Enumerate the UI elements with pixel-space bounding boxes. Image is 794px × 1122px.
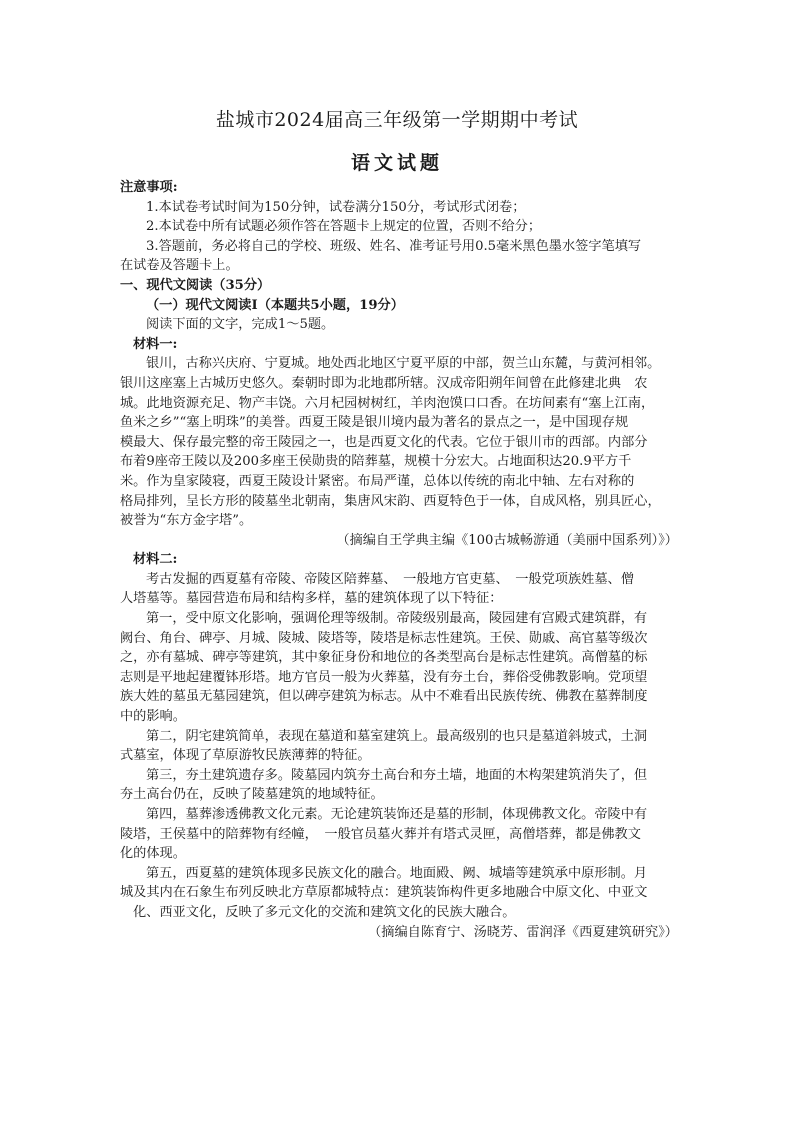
- text-line: 模最大、保存最完整的帝王陵园之一，也是西夏文化的代表。它位于银川市的西部。内部分: [120, 434, 648, 450]
- text-line: 鱼米之乡”“塞上明珠”的美誉。西夏王陵是银川境内最为著名的景点之一，是中国现存规: [120, 415, 629, 431]
- text-line: 格局排列，呈长方形的陵墓坐北朝南，集唐风宋韵、西夏特色于一体，自成风格，别具匠心，: [120, 493, 661, 509]
- subsection-heading: （一）现代文阅读Ⅰ（本题共5小题，19分）: [146, 297, 404, 313]
- exam-title: 盐城市2024届高三年级第一学期期中考试: [215, 109, 579, 131]
- text-line: 第二，阴宅建筑简单，表现在墓道和墓室建筑上。最高级别的也只是墓道斜坡式，土洞: [146, 728, 648, 744]
- text-line: 城。此地资源充足、物产丰饶。六月杞园树树红，羊肉泡馍口口香。在坊间素有“塞上江南，: [120, 395, 655, 411]
- text-line: 阙台、角台、碑亭、月城、陵城、陵塔等，陵塔是标志性建筑。王侯、勋戚、高官墓等级次: [120, 630, 648, 646]
- text-line: 族大姓的墓虽无墓园建筑，但以碑亭建筑为标志。从中不难看出民族传统、佛教在墓葬制度: [120, 689, 648, 705]
- material2-label: 材料二:: [133, 552, 178, 568]
- text-line: 第三，夯土建筑遗存多。陵墓园内筑夯土高台和夯土墙，地面的木构架建筑消失了，但: [146, 767, 648, 783]
- material2-source: （摘编自陈育宁、汤晓芳、雷润泽《西夏建筑研究》）: [368, 924, 678, 940]
- text-line: 布着9座帝王陵以及200多座王侯勋贵的陪葬墓，规模十分宏大。占地面积达20.9平方千: [120, 454, 632, 470]
- text-line: 被誉为“东方金字塔”。: [120, 513, 253, 529]
- text-line: 夯土高台仍在，反映了陵墓建筑的地域特征。: [120, 787, 384, 803]
- notice-item: 2.本试卷中所有试题必须作答在答题卡上规定的位置，否则不给分；: [146, 219, 542, 235]
- material1-source: （摘编自王学典主编《100古城畅游通（美丽中国系列）》）: [336, 532, 678, 548]
- text-line: 化的体现。: [120, 846, 186, 862]
- notice-item-continuation: 在试卷及答题卡上。: [120, 258, 239, 274]
- text-line: 考古发掘的西夏墓有帝陵、帝陵区陪葬墓、 一般地方官吏墓、 一般党项族姓墓、僧: [146, 571, 634, 587]
- text-line: 米。作为皇家陵寝，西夏王陵设计紧密。布局严谨，总体以传统的南北中轴、左右对称的: [120, 473, 635, 489]
- material1-text: [120, 354, 678, 530]
- notice-item: 3.答题前，务必将自己的学校、班级、姓名、准考证号用0.5毫米黑色墨水签字笔填写: [146, 238, 642, 254]
- reading-instruction: 阅读下面的文字，完成1～5题。: [146, 317, 335, 333]
- section-heading: 一、现代文阅读（35分）: [120, 277, 271, 293]
- text-line: 银川，古称兴庆府、宁夏城。地处西北地区宁夏平原的中部，贺兰山东麓，与黄河相邻。: [146, 356, 661, 372]
- text-line: 化、西亚文化，反映了多元文化的交流和建筑文化的民族大融合。: [133, 904, 516, 920]
- subject-title: 语文试题: [350, 152, 443, 174]
- exam-body: [120, 178, 678, 942]
- text-line: 第五，西夏墓的建筑体现多民族文化的融合。地面殿、阙、城墙等建筑承中原形制。月: [146, 865, 648, 881]
- notice-item: 1.本试卷考试时间为150分钟，试卷满分150分，考试形式闭卷；: [146, 199, 526, 215]
- text-line: 之，亦有墓城、碑亭等建筑，其中象征身份和地位的各类型高台是标志性建筑。高僧墓的标: [120, 650, 648, 666]
- text-line: 中的影响。: [120, 709, 186, 725]
- text-line: 式墓室，体现了草原游牧民族薄葬的特征。: [120, 748, 371, 764]
- text-line: 银川这座塞上古城历史悠久。秦朝时即为北地郡所辖。汉成帝阳朔年间曾在此修建北典 农: [120, 375, 648, 391]
- text-line: 第一，受中原文化影响，强调伦理等级制。帝陵级别最高，陵园建有宫殿式建筑群，有: [146, 611, 648, 627]
- material2-text: [120, 570, 678, 923]
- notice-heading: 注意事项:: [120, 180, 178, 195]
- text-line: 第四，墓葬渗透佛教文化元素。无论建筑装饰还是墓的形制，体现佛教文化。帝陵中有: [146, 807, 648, 822]
- material1-label: 材料一:: [133, 336, 178, 352]
- text-line: 城及其内在石象生布列反映北方草原都城特点：建筑装饰构件更多地融合中原文化、中亚文: [120, 885, 648, 901]
- text-line: 志则是平地起建覆钵形塔。地方官员一般为火葬墓，没有夯土台，葬俗受佛教影响。党项望: [120, 669, 648, 685]
- text-line: 人塔墓等。墓园营造布局和结构多样，墓的建筑体现了以下特征：: [120, 591, 503, 607]
- text-line: 陵塔，王侯墓中的陪葬物有经幢， 一般官员墓火葬并有塔式灵匣，高僧塔葬，都是佛教文: [120, 826, 641, 842]
